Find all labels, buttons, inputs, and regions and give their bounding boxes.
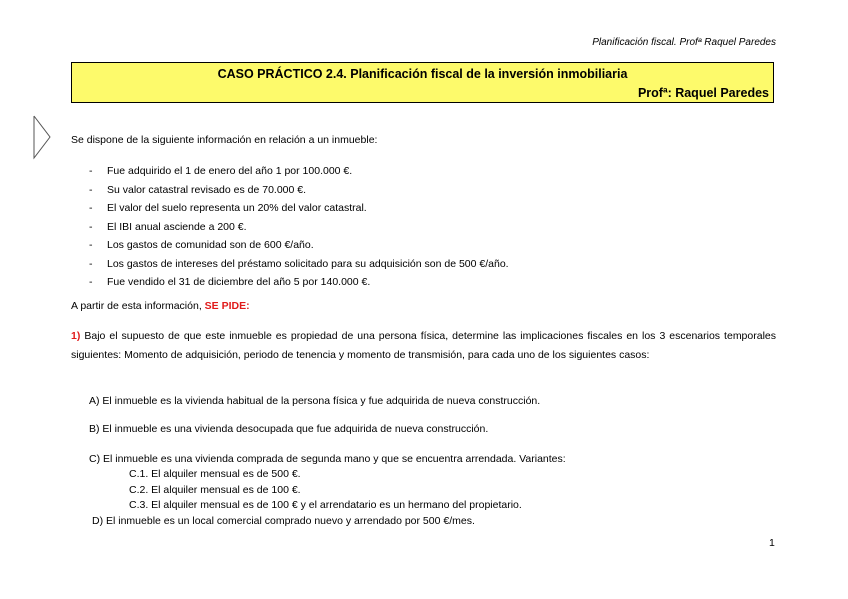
case-author: Profª: Raquel Paredes	[637, 86, 769, 100]
bullet-marker: -	[89, 183, 93, 196]
bullet-marker: -	[89, 276, 93, 288]
bullet-marker: -	[89, 165, 93, 177]
chevron-right-icon[interactable]	[32, 114, 52, 160]
bullet-marker: -	[89, 202, 93, 214]
list-item-text: Fue adquirido el 1 de enero del año 1 por 100.000 €.	[107, 165, 353, 177]
list-item-text: El valor del suelo representa un 20% del valor catastral.	[107, 202, 367, 214]
case-c: C) El inmueble es una vivienda comprada de segunda mano y que se encuentra arrendada. Variantes:	[89, 453, 566, 465]
case-b: B) El inmueble es una vivienda desocupada que fue adquirida de nueva construcción.	[89, 423, 489, 435]
list-item	[89, 162, 509, 181]
case-c3: C.3. El alquiler mensual es de 100 € y el arrendatario es un hermano del propietario.	[129, 499, 522, 511]
question-1	[71, 327, 776, 365]
list-item	[89, 273, 509, 292]
bullet-marker: -	[89, 257, 93, 270]
se-pide-line	[71, 300, 250, 312]
case-d: D) El inmueble es un local comercial comprado nuevo y arrendado por 500 €/mes.	[92, 515, 475, 527]
se-pide-prefix: A partir de esta información,	[71, 300, 205, 312]
intro-text: Se dispone de la siguiente información en relación a un inmueble:	[71, 134, 378, 146]
case-c1: C.1. El alquiler mensual es de 500 €.	[129, 468, 301, 480]
bullet-marker: -	[89, 220, 93, 233]
list-item-text: Fue vendido el 31 de diciembre del año 5 por 140.000 €.	[107, 276, 371, 288]
se-pide-label: SE PIDE:	[204, 300, 250, 312]
list-item	[89, 199, 509, 218]
page-number: 1	[769, 537, 775, 549]
question-1-text: Bajo el supuesto de que este inmueble es propiedad de una persona física, determine las implicaciones fiscales en los 3 escenarios temporales siguientes: Momento de adquisición, periodo de tenencia y momento de transmisión, para cada uno de los siguientes casos:	[71, 330, 776, 361]
bullet-marker: -	[89, 239, 93, 251]
list-item-text: Los gastos de comunidad son de 600 €/año.	[107, 239, 314, 251]
case-a: A) El inmueble es la vivienda habitual de la persona física y fue adquirida de nueva construcción.	[89, 395, 541, 407]
data-list	[89, 162, 509, 292]
list-item	[89, 181, 509, 200]
list-item-text: El IBI anual asciende a 200 €.	[107, 220, 247, 233]
list-item	[89, 218, 509, 237]
list-item-text: Los gastos de intereses del préstamo solicitado para su adquisición son de 500 €/año.	[107, 257, 509, 270]
list-item	[89, 236, 509, 255]
title-box	[71, 62, 774, 103]
case-c2: C.2. El alquiler mensual es de 100 €.	[129, 484, 301, 496]
list-item-text: Su valor catastral revisado es de 70.000 €.	[107, 183, 307, 196]
list-item	[89, 255, 509, 274]
question-1-number: 1)	[71, 330, 81, 342]
case-title: CASO PRÁCTICO 2.4. Planificación fiscal de la inversión inmobiliaria	[217, 67, 628, 81]
running-header: Planificación fiscal. Profª Raquel Paredes	[592, 37, 776, 48]
